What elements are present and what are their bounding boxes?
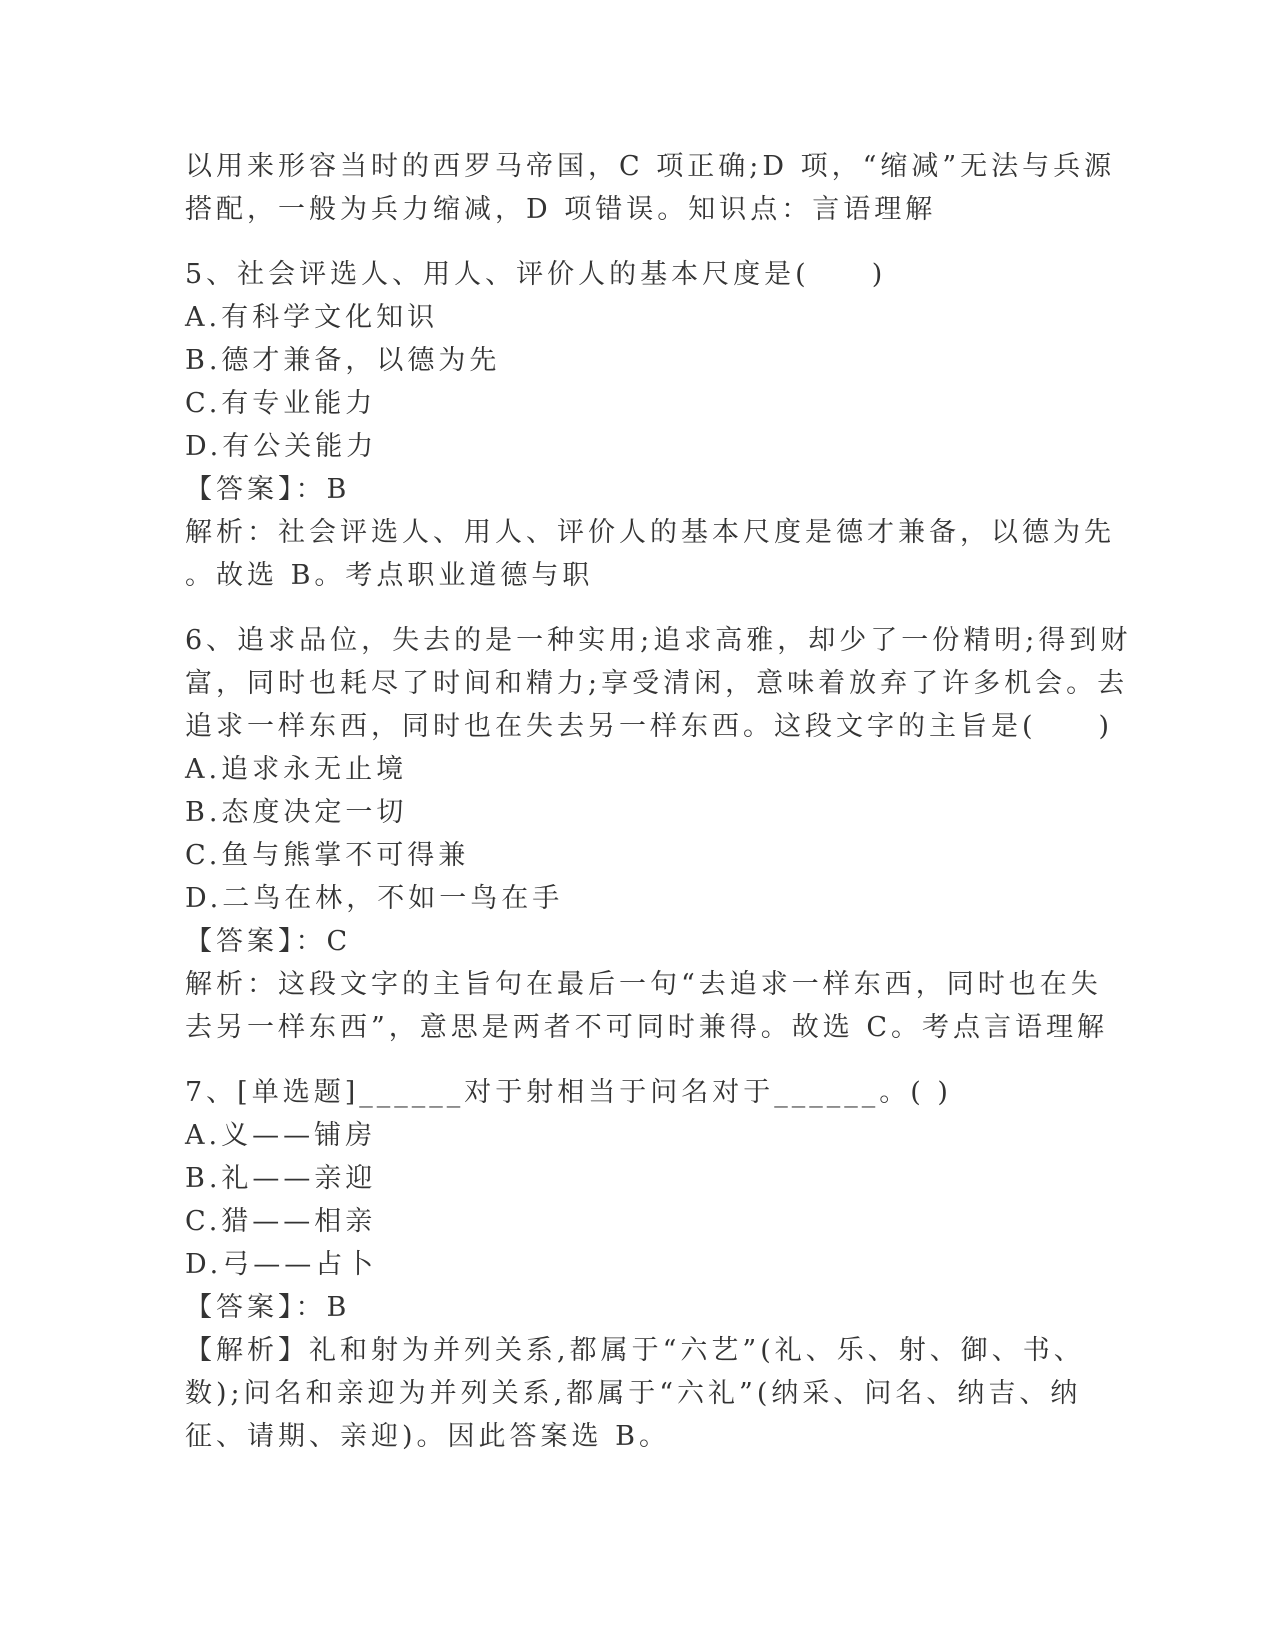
question-stem: 5、社会评选人、用人、评价人的基本尺度是( ) — [185, 259, 887, 290]
option-a: A.义——铺房 — [185, 1120, 377, 1151]
option-b: B.态度决定一切 — [185, 797, 408, 828]
question-stem: 7、[单选题]______对于射相当于问名对于______。( ) — [185, 1077, 952, 1108]
option-c: C.有专业能力 — [185, 388, 377, 419]
option-d: D.有公关能力 — [185, 431, 378, 462]
intro-explanation — [185, 145, 1116, 231]
explanation-line: 去另一样东西”，意思是两者不可同时兼得。故选 C。考点言语理解 — [185, 1012, 1109, 1043]
explanation-line: 。故选 B。考点职业道德与职 — [185, 560, 594, 591]
document-page — [185, 145, 1132, 1458]
option-a: A.有科学文化知识 — [185, 302, 439, 333]
intro-line: 搭配，一般为兵力缩减，D 项错误。知识点：言语理解 — [185, 194, 937, 225]
answer: 【答案】：B — [185, 1292, 351, 1323]
question-stem: 富，同时也耗尽了时间和精力;享受清闲，意味着放弃了许多机会。去 — [185, 668, 1129, 699]
option-a: A.追求永无止境 — [185, 754, 408, 785]
explanation-line: 解析：这段文字的主旨句在最后一句“去追求一样东西，同时也在失 — [185, 969, 1102, 1000]
answer: 【答案】：B — [185, 474, 351, 505]
answer: 【答案】：C — [185, 926, 352, 957]
intro-line: 以用来形容当时的西罗马帝国，C 项正确;D 项，“缩减”无法与兵源 — [185, 151, 1116, 182]
option-d: D.弓——占卜 — [185, 1249, 378, 1280]
explanation-line: 解析：社会评选人、用人、评价人的基本尺度是德才兼备，以德为先 — [185, 517, 1115, 548]
question-6 — [185, 619, 1132, 1049]
option-c: C.猎——相亲 — [185, 1206, 377, 1237]
option-b: B.礼——亲迎 — [185, 1163, 377, 1194]
explanation-line: 【解析】礼和射为并列关系,都属于“六艺”(礼、乐、射、御、书、 — [185, 1335, 1085, 1366]
explanation-line: 数);问名和亲迎为并列关系,都属于“六礼”(纳采、问名、纳吉、纳 — [185, 1378, 1082, 1409]
option-c: C.鱼与熊掌不可得兼 — [185, 840, 470, 871]
question-stem: 追求一样东西，同时也在失去另一样东西。这段文字的主旨是( ) — [185, 711, 1114, 742]
question-5 — [185, 253, 1115, 597]
question-stem: 6、追求品位，失去的是一种实用;追求高雅，却少了一份精明;得到财 — [185, 625, 1132, 656]
explanation-line: 征、请期、亲迎)。因此答案选 B。 — [185, 1421, 670, 1452]
question-7 — [185, 1071, 1085, 1458]
option-b: B.德才兼备，以德为先 — [185, 345, 501, 376]
option-d: D.二鸟在林，不如一鸟在手 — [185, 883, 564, 914]
